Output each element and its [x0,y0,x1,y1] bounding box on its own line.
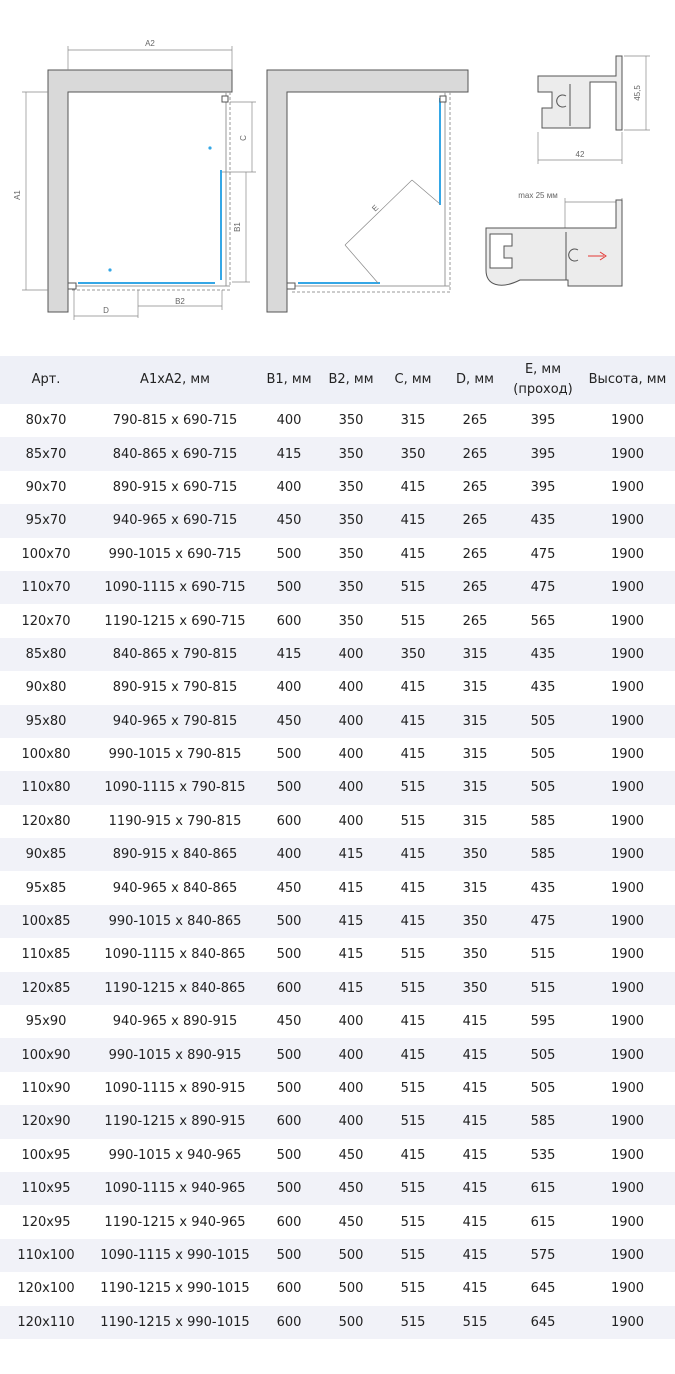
cell-b2: 400 [320,1038,382,1071]
cell-c: 515 [382,1072,444,1105]
cell-d: 315 [444,805,506,838]
cell-art: 120x95 [0,1205,92,1238]
cell-e: 395 [506,404,580,437]
table-row [0,1139,675,1172]
cell-a1xa2: 990-1015 x 840-865 [92,905,258,938]
cell-art: 90x80 [0,671,92,704]
cell-c: 515 [382,771,444,804]
cell-e: 565 [506,604,580,637]
cell-e: 435 [506,638,580,671]
cell-b1: 500 [258,738,320,771]
cell-art: 110x100 [0,1239,92,1272]
cell-b2: 350 [320,604,382,637]
cell-d: 415 [444,1272,506,1305]
cell-c: 350 [382,437,444,470]
cell-a1xa2: 1190-1215 x 940-965 [92,1205,258,1238]
cell-a1xa2: 990-1015 x 790-815 [92,738,258,771]
cell-d: 265 [444,437,506,470]
cell-e: 585 [506,805,580,838]
cell-a1xa2: 1190-915 x 790-815 [92,805,258,838]
cell-height: 1900 [580,705,675,738]
cell-d: 415 [444,1172,506,1205]
cell-b2: 500 [320,1272,382,1305]
cell-e: 395 [506,437,580,470]
cell-e: 505 [506,738,580,771]
cell-d: 315 [444,738,506,771]
cell-height: 1900 [580,604,675,637]
dim-b1-label: B1 [233,222,242,232]
cell-d: 265 [444,604,506,637]
cell-art: 85x70 [0,437,92,470]
table-row [0,1105,675,1138]
cell-c: 515 [382,1105,444,1138]
cell-c: 515 [382,938,444,971]
cell-b1: 500 [258,938,320,971]
table-row [0,671,675,704]
cell-height: 1900 [580,1272,675,1305]
cell-art: 95x85 [0,871,92,904]
cell-d: 315 [444,871,506,904]
cell-height: 1900 [580,1072,675,1105]
cell-e: 475 [506,571,580,604]
cell-a1xa2: 790-815 x 690-715 [92,404,258,437]
cell-art: 120x80 [0,805,92,838]
cell-a1xa2: 840-865 x 690-715 [92,437,258,470]
cell-c: 415 [382,538,444,571]
cell-b2: 400 [320,805,382,838]
cell-b1: 500 [258,1172,320,1205]
cell-b1: 600 [258,805,320,838]
dim-b2-label: B2 [175,297,185,306]
cell-b2: 415 [320,871,382,904]
table-row [0,571,675,604]
cell-d: 350 [444,838,506,871]
cell-art: 95x90 [0,1005,92,1038]
cell-b2: 400 [320,1005,382,1038]
cell-d: 350 [444,905,506,938]
cell-d: 265 [444,538,506,571]
cell-b2: 350 [320,471,382,504]
cell-b2: 400 [320,705,382,738]
cell-d: 350 [444,972,506,1005]
dim-e-ext-r [412,180,440,204]
cell-art: 100x95 [0,1139,92,1172]
table-row [0,838,675,871]
cell-b2: 450 [320,1172,382,1205]
cell-d: 265 [444,504,506,537]
cell-e: 475 [506,538,580,571]
cell-b1: 400 [258,671,320,704]
dim-c-label: C [239,135,248,141]
wall-outline-1 [48,70,232,312]
cell-height: 1900 [580,938,675,971]
header-b2: B2, мм [320,356,382,404]
cell-art: 120x100 [0,1272,92,1305]
cell-e: 435 [506,504,580,537]
cell-height: 1900 [580,671,675,704]
header-a1xa2: A1xA2, мм [92,356,258,404]
table-row [0,972,675,1005]
cell-height: 1900 [580,437,675,470]
table-row [0,805,675,838]
table-row [0,1038,675,1071]
table-row [0,638,675,671]
cell-c: 415 [382,1005,444,1038]
cell-e: 395 [506,471,580,504]
cell-e: 585 [506,838,580,871]
table-row [0,604,675,637]
handle-dot-2 [108,268,111,271]
cell-b1: 450 [258,705,320,738]
cell-b2: 400 [320,638,382,671]
table-row [0,1172,675,1205]
cell-e: 615 [506,1172,580,1205]
profile-marker-2 [222,96,228,102]
cell-b2: 350 [320,538,382,571]
cell-a1xa2: 1190-1215 x 890-915 [92,1105,258,1138]
cell-e: 505 [506,705,580,738]
cell-b2: 400 [320,1105,382,1138]
cell-e: 435 [506,671,580,704]
cell-e: 505 [506,771,580,804]
cell-art: 110x90 [0,1072,92,1105]
cell-b2: 400 [320,671,382,704]
cell-d: 315 [444,638,506,671]
table-row [0,538,675,571]
cell-height: 1900 [580,1005,675,1038]
cell-height: 1900 [580,972,675,1005]
cell-c: 415 [382,1038,444,1071]
cell-d: 515 [444,1306,506,1339]
cell-c: 415 [382,1139,444,1172]
cell-b1: 500 [258,1072,320,1105]
cell-e: 585 [506,1105,580,1138]
cell-e: 575 [506,1239,580,1272]
cell-a1xa2: 1190-1215 x 990-1015 [92,1272,258,1305]
cell-a1xa2: 990-1015 x 690-715 [92,538,258,571]
cell-height: 1900 [580,404,675,437]
cell-d: 265 [444,471,506,504]
cell-b1: 500 [258,538,320,571]
cell-b2: 400 [320,1072,382,1105]
cell-e: 475 [506,905,580,938]
cell-e: 505 [506,1038,580,1071]
cell-a1xa2: 1090-1115 x 840-865 [92,938,258,971]
cell-c: 515 [382,1172,444,1205]
cell-a1xa2: 1090-1115 x 890-915 [92,1072,258,1105]
technical-drawings [0,0,675,340]
table-row [0,871,675,904]
cell-d: 315 [444,705,506,738]
cell-a1xa2: 890-915 x 790-815 [92,671,258,704]
cell-c: 515 [382,1306,444,1339]
dim-d-label: D [103,306,109,315]
table-row [0,705,675,738]
cell-b2: 350 [320,571,382,604]
cell-height: 1900 [580,538,675,571]
cell-e: 645 [506,1272,580,1305]
cell-b2: 400 [320,738,382,771]
table-row [0,471,675,504]
cell-art: 90x85 [0,838,92,871]
cell-height: 1900 [580,1139,675,1172]
cell-art: 100x90 [0,1038,92,1071]
cell-b1: 600 [258,1105,320,1138]
cell-b1: 400 [258,838,320,871]
cell-height: 1900 [580,1205,675,1238]
dim-e-label: E [370,203,381,214]
cell-b1: 400 [258,404,320,437]
cell-b1: 600 [258,1306,320,1339]
cell-b2: 450 [320,1205,382,1238]
cell-a1xa2: 890-915 x 690-715 [92,471,258,504]
cell-art: 120x110 [0,1306,92,1339]
cell-a1xa2: 990-1015 x 890-915 [92,1038,258,1071]
cell-b2: 415 [320,838,382,871]
cell-b2: 415 [320,938,382,971]
cell-b2: 450 [320,1139,382,1172]
cell-d: 415 [444,1072,506,1105]
cell-b1: 500 [258,1139,320,1172]
cell-height: 1900 [580,1038,675,1071]
cell-c: 515 [382,972,444,1005]
cell-a1xa2: 1090-1115 x 690-715 [92,571,258,604]
cell-height: 1900 [580,471,675,504]
cell-b1: 415 [258,638,320,671]
cell-a1xa2: 1190-1215 x 990-1015 [92,1306,258,1339]
cell-a1xa2: 1090-1115 x 790-815 [92,771,258,804]
header-b1: B1, мм [258,356,320,404]
cell-d: 265 [444,404,506,437]
cell-c: 415 [382,738,444,771]
table-row [0,771,675,804]
cell-a1xa2: 1190-1215 x 690-715 [92,604,258,637]
cell-c: 415 [382,905,444,938]
cell-b2: 350 [320,437,382,470]
cell-a1xa2: 990-1015 x 940-965 [92,1139,258,1172]
table-row [0,1072,675,1105]
dim-a1-label: A1 [13,190,22,200]
cell-c: 515 [382,1272,444,1305]
cell-d: 315 [444,771,506,804]
cell-c: 415 [382,671,444,704]
cell-art: 120x85 [0,972,92,1005]
cell-height: 1900 [580,905,675,938]
table-row [0,738,675,771]
dim-e-line [345,180,412,245]
dim-e-ext-l [345,245,378,283]
cell-art: 95x70 [0,504,92,537]
cell-art: 110x95 [0,1172,92,1205]
cell-b1: 450 [258,1005,320,1038]
cell-height: 1900 [580,1172,675,1205]
header-e: E, мм (проход) [506,356,580,404]
cell-c: 415 [382,504,444,537]
cell-b1: 600 [258,1205,320,1238]
cell-art: 100x80 [0,738,92,771]
table-header-row [0,356,675,404]
table-row [0,1306,675,1339]
cell-c: 515 [382,1205,444,1238]
cell-e: 435 [506,871,580,904]
cell-e: 515 [506,938,580,971]
table-row [0,1272,675,1305]
cell-art: 90x70 [0,471,92,504]
cell-art: 85x80 [0,638,92,671]
drawings-svg [0,0,675,340]
cell-art: 110x85 [0,938,92,971]
cell-b1: 600 [258,604,320,637]
cell-art: 110x80 [0,771,92,804]
cell-b2: 500 [320,1239,382,1272]
cell-d: 415 [444,1239,506,1272]
cell-b1: 500 [258,1038,320,1071]
cell-height: 1900 [580,871,675,904]
header-art: Арт. [0,356,92,404]
cell-b1: 415 [258,437,320,470]
cell-a1xa2: 940-965 x 890-915 [92,1005,258,1038]
cell-d: 415 [444,1105,506,1138]
cell-d: 415 [444,1005,506,1038]
cell-d: 415 [444,1139,506,1172]
cell-d: 415 [444,1205,506,1238]
profile-marker-1 [68,283,76,289]
cell-b1: 450 [258,504,320,537]
cell-height: 1900 [580,504,675,537]
cell-art: 110x70 [0,571,92,604]
cell-e: 645 [506,1306,580,1339]
profile-shape-1 [538,56,622,130]
cell-e: 515 [506,972,580,1005]
cell-e: 505 [506,1072,580,1105]
cell-height: 1900 [580,638,675,671]
cell-d: 265 [444,571,506,604]
table-row [0,1005,675,1038]
cell-d: 350 [444,938,506,971]
cell-height: 1900 [580,805,675,838]
cell-b1: 400 [258,471,320,504]
dim-a2-label: A2 [145,39,155,48]
cell-b1: 600 [258,1272,320,1305]
cell-b2: 400 [320,771,382,804]
cell-a1xa2: 840-865 x 790-815 [92,638,258,671]
cell-e: 615 [506,1205,580,1238]
cell-height: 1900 [580,738,675,771]
cell-c: 515 [382,571,444,604]
cell-c: 415 [382,471,444,504]
cell-d: 415 [444,1038,506,1071]
cell-c: 350 [382,638,444,671]
header-d: D, мм [444,356,506,404]
cell-a1xa2: 940-965 x 840-865 [92,871,258,904]
cell-b1: 500 [258,771,320,804]
dim-height-label: 45,5 [633,85,642,101]
cell-a1xa2: 890-915 x 840-865 [92,838,258,871]
table-row [0,1239,675,1272]
cell-c: 515 [382,805,444,838]
plan-view-1 [13,39,256,320]
cell-b1: 500 [258,905,320,938]
cell-art: 80x70 [0,404,92,437]
plan-view-2 [267,70,468,312]
cell-height: 1900 [580,571,675,604]
cell-b2: 415 [320,905,382,938]
profile-section-2 [486,191,622,286]
cell-e: 535 [506,1139,580,1172]
wall-outline-2 [267,70,468,312]
table-body [0,404,675,1339]
profile-marker-3 [287,283,295,289]
cell-a1xa2: 940-965 x 790-815 [92,705,258,738]
cell-a1xa2: 940-965 x 690-715 [92,504,258,537]
header-height: Высота, мм [580,356,675,404]
table-row [0,905,675,938]
profile-section-1 [538,56,650,164]
dimensions-table [0,356,675,1339]
cell-a1xa2: 1090-1115 x 940-965 [92,1172,258,1205]
dim-gap-label: max 25 мм [518,191,558,200]
cell-art: 100x85 [0,905,92,938]
cell-e: 595 [506,1005,580,1038]
cell-b2: 415 [320,972,382,1005]
cell-a1xa2: 1090-1115 x 990-1015 [92,1239,258,1272]
table-row [0,938,675,971]
cell-height: 1900 [580,771,675,804]
handle-dot-1 [208,146,211,149]
header-c: C, мм [382,356,444,404]
cell-height: 1900 [580,1306,675,1339]
cell-c: 415 [382,838,444,871]
cell-b2: 350 [320,404,382,437]
cell-b1: 450 [258,871,320,904]
cell-height: 1900 [580,838,675,871]
cell-art: 95x80 [0,705,92,738]
cell-c: 515 [382,604,444,637]
cell-c: 515 [382,1239,444,1272]
cell-art: 100x70 [0,538,92,571]
cell-b2: 500 [320,1306,382,1339]
cell-height: 1900 [580,1239,675,1272]
table-row [0,504,675,537]
profile-marker-4 [440,96,446,102]
cell-d: 315 [444,671,506,704]
table-row [0,437,675,470]
cell-c: 315 [382,404,444,437]
dim-width-label: 42 [575,150,585,159]
cell-c: 415 [382,871,444,904]
table-row [0,1205,675,1238]
cell-b1: 500 [258,1239,320,1272]
table-row [0,404,675,437]
cell-height: 1900 [580,1105,675,1138]
cell-b1: 500 [258,571,320,604]
cell-b1: 600 [258,972,320,1005]
cell-art: 120x70 [0,604,92,637]
cell-a1xa2: 1190-1215 x 840-865 [92,972,258,1005]
cell-b2: 350 [320,504,382,537]
cell-art: 120x90 [0,1105,92,1138]
cell-c: 415 [382,705,444,738]
